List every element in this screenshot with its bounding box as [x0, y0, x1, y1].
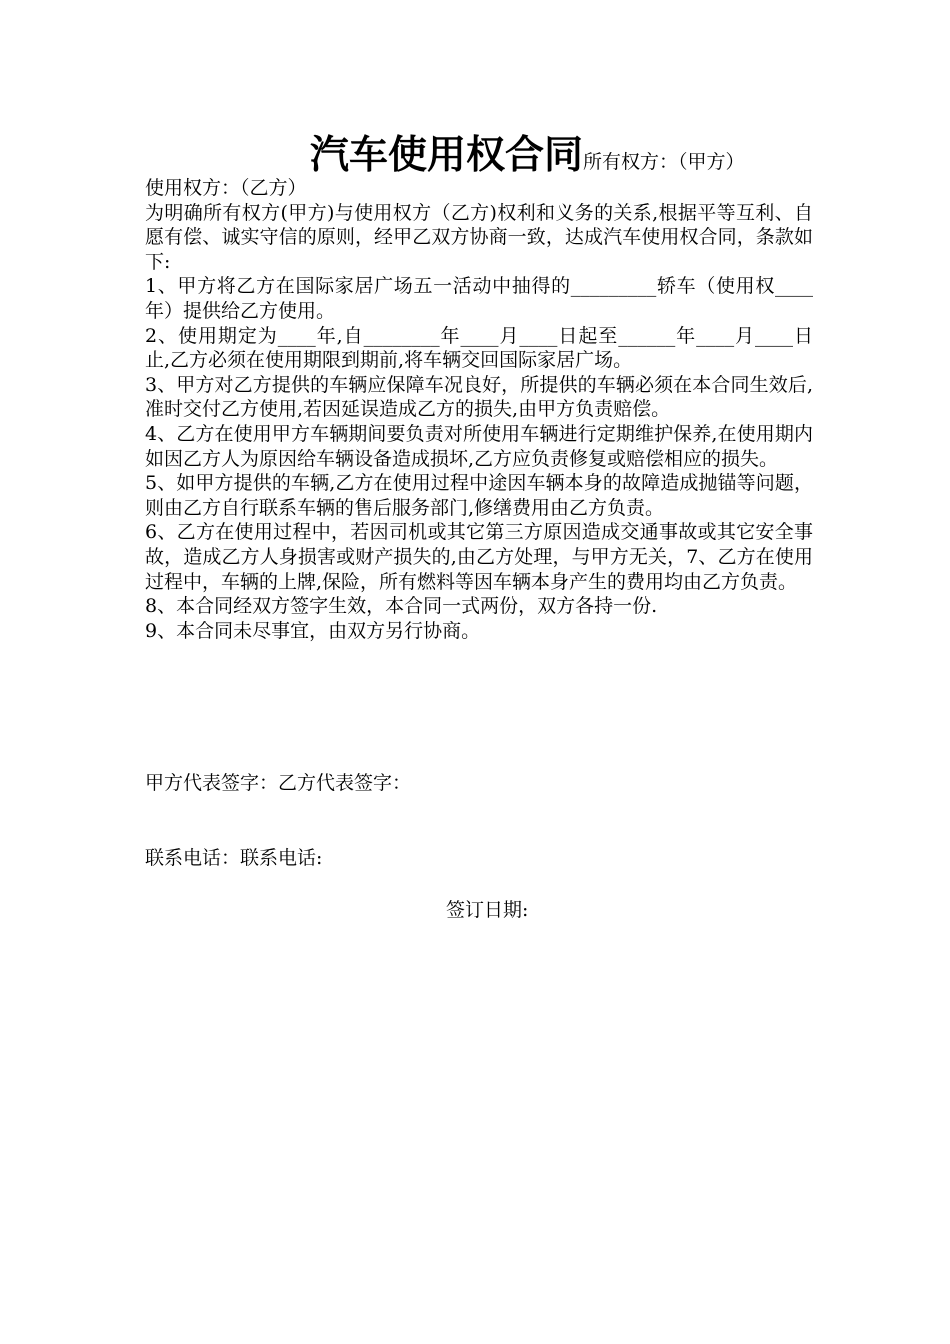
clause-2: 2、使用期定为____年,自________年____月____日起至______年____月____日止,乙方必须在使用期限到期前,将车辆交回国际家居广场。 [145, 324, 813, 372]
clause-5: 5、如甲方提供的车辆,乙方在使用过程中途因车辆本身的故障造成抛锚等问题，则由乙方自行联系车辆的售后服务部门,修缮费用由乙方负责。 [145, 472, 813, 519]
signing-date-line: 签订日期: [446, 899, 529, 921]
clause-4: 4、乙方在使用甲方车辆期间要负责对所使用车辆进行定期维护保养,在使用期内如因乙方人为原因给车辆设备造成损坏,乙方应负责修复或赔偿相应的损失。 [145, 422, 813, 470]
user-party-label: 使用权方：（乙方） [145, 177, 307, 199]
preamble-paragraph: 为明确所有权方(甲方)与使用权方（乙方)权利和义务的关系,根据平等互利、自愿有偿、诚实守信的原则，经甲乙双方协商一致，达成汽车使用权合同，条款如下: [145, 201, 813, 273]
contract-body [145, 176, 813, 643]
clause-9: 9、本合同未尽事宜，由双方另行协商。 [145, 619, 481, 642]
clause-1: 1、甲方将乙方在国际家居广场五一活动中抽得的_________轿车（使用权____年）提供给乙方使用。 [145, 275, 813, 322]
clause-8: 8、本合同经双方签字生效，本合同一式两份，双方各持一份. [145, 595, 658, 618]
clause-3: 3、甲方对乙方提供的车辆应保障车况良好，所提供的车辆必须在本合同生效后,准时交付乙方使用,若因延误造成乙方的损失,由甲方负责赔偿。 [145, 373, 813, 421]
title-line [310, 124, 745, 180]
document-title: 汽车使用权合同 [310, 133, 584, 178]
contact-phone-line: 联系电话：联系电话: [145, 847, 323, 869]
clause-6-7: 6、乙方在使用过程中，若因司机或其它第三方原因造成交通事故或其它安全事故，造成乙方人身损害或财产损失的,由乙方处理，与甲方无关，7、乙方在使用过程中，车辆的上牌,保险，所有燃料等因车辆本身产生的费用均由乙方负责。 [145, 521, 813, 593]
owner-party-label: 所有权方：（甲方） [583, 151, 745, 173]
representative-signature-line: 甲方代表签字：乙方代表签字： [145, 772, 412, 794]
